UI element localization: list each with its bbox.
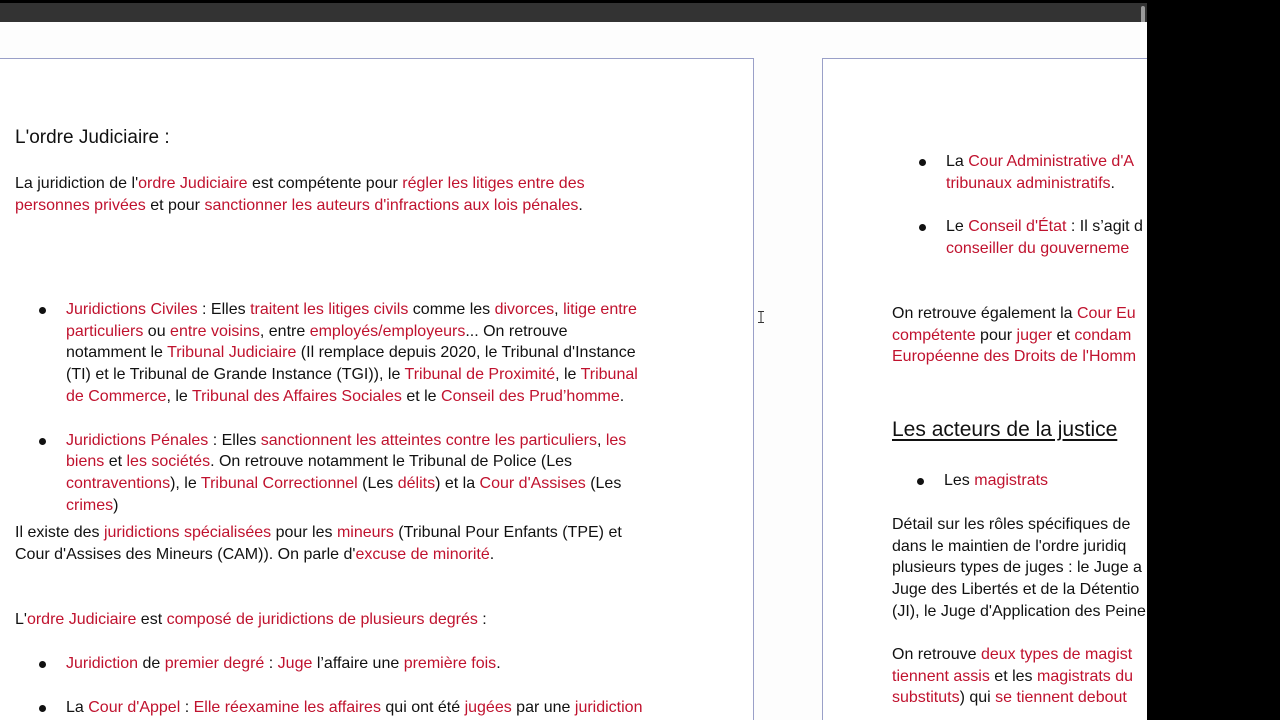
highlighted-term: Tribunal de Proximité xyxy=(404,366,556,384)
text-run: . On retrouve notamment le Tribunal de Police (Les xyxy=(210,453,573,471)
text-run: . xyxy=(578,196,583,214)
highlighted-term: excuse de minorité xyxy=(355,545,490,563)
list-degres xyxy=(39,653,739,718)
text-run: : xyxy=(180,698,194,716)
highlighted-term: se tiennent debout xyxy=(995,689,1127,707)
highlighted-term: Juridiction xyxy=(66,655,139,672)
highlighted-term: Tribunal Correctionnel xyxy=(200,474,358,492)
highlighted-term: ordre Judiciaire xyxy=(26,611,137,628)
document-page-right xyxy=(822,58,1147,720)
highlighted-term: juridictions spécialisées xyxy=(103,524,272,541)
highlighted-term: Cour Administrative d'A xyxy=(968,153,1135,170)
list-item-text xyxy=(66,653,501,675)
text-run: (Tribunal Pour Enfants (TPE) et xyxy=(393,524,622,541)
highlighted-term: personnes privées xyxy=(15,196,146,214)
bullet-icon xyxy=(919,224,926,231)
highlighted-term: de Commerce xyxy=(66,387,167,405)
text-run: Les xyxy=(944,472,975,489)
highlighted-term: juger xyxy=(1016,326,1053,344)
list-acteurs xyxy=(917,470,1147,492)
highlighted-term: employés/employeurs xyxy=(309,322,466,340)
highlighted-term: tiennent assis xyxy=(892,667,990,685)
text-run: l’affaire une xyxy=(312,655,404,672)
text-run: ) xyxy=(113,496,119,514)
highlighted-term: biens xyxy=(66,453,105,471)
text-run: (Il remplace depuis 2020, le Tribunal d'Instance xyxy=(296,344,636,362)
text-run: et xyxy=(104,453,127,471)
text-run: . xyxy=(1110,174,1115,192)
list-item-text xyxy=(946,216,1143,259)
highlighted-term: conseiller du gouverneme xyxy=(946,240,1130,258)
text-run: : xyxy=(264,655,278,672)
text-run: notamment le xyxy=(66,344,168,362)
text-run: qui ont été xyxy=(380,698,465,716)
text-run: , xyxy=(554,301,564,318)
bullet-icon xyxy=(917,478,924,485)
document-workspace xyxy=(0,22,1147,720)
highlighted-term: juridiction xyxy=(574,698,643,716)
text-run: pour xyxy=(975,326,1017,344)
highlighted-term: Conseil des Prud’homme xyxy=(441,387,620,405)
list-item-text xyxy=(944,470,1048,492)
text-run: . xyxy=(496,655,501,672)
highlighted-term: ordre Judiciaire xyxy=(138,175,248,192)
highlighted-term: Elle réexamine les affaires xyxy=(193,698,381,716)
highlighted-term: Européenne des Droits de l'Homm xyxy=(892,348,1137,366)
list-juridictions xyxy=(39,299,739,516)
text-run: On retrouve xyxy=(892,646,981,663)
text-run: et le xyxy=(401,387,442,405)
text-run: et xyxy=(1052,326,1075,344)
highlighted-term: condam xyxy=(1074,326,1132,344)
section-heading-ordre-judiciaire: L'ordre Judiciaire : xyxy=(15,127,170,148)
highlighted-term: magistrats du xyxy=(1036,667,1134,685)
highlighted-term: traitent les litiges civils xyxy=(250,301,409,318)
list-item-conseil-etat xyxy=(919,216,1147,259)
highlighted-term: Tribunal xyxy=(580,366,638,384)
highlighted-term: mineurs xyxy=(336,524,394,541)
bullet-icon xyxy=(39,705,46,712)
text-run: (JI), le Juge d'Application des Peine xyxy=(892,602,1146,620)
highlighted-term: Tribunal Judiciaire xyxy=(167,344,297,362)
highlighted-term: régler les litiges entre des xyxy=(402,175,585,192)
text-run: et pour xyxy=(145,196,205,214)
text-run: plusieurs types de juges : le Juge a xyxy=(892,559,1142,577)
list-item-premier-degre xyxy=(39,653,739,675)
text-run: La juridiction de l' xyxy=(15,175,139,192)
text-run: : Elles xyxy=(208,431,261,449)
paragraph-intro xyxy=(15,173,735,216)
text-run: , entre xyxy=(259,322,310,340)
bullet-icon xyxy=(919,159,926,166)
highlighted-term: Cour d'Appel xyxy=(88,698,181,716)
highlighted-term: tribunaux administratifs xyxy=(946,174,1111,192)
highlighted-term: substituts xyxy=(892,689,960,707)
highlighted-term: Juge xyxy=(277,655,313,672)
highlighted-term: jugées xyxy=(464,698,512,716)
highlighted-term: les sociétés xyxy=(126,453,211,471)
highlighted-term: litige entre xyxy=(563,301,637,318)
list-item-penales xyxy=(39,430,739,517)
text-run: Juge des Libertés et de la Détentio xyxy=(892,581,1140,599)
highlighted-term: Cour d'Assises xyxy=(479,474,586,492)
bullet-icon xyxy=(39,438,46,445)
text-run: . xyxy=(619,387,625,405)
text-run: dans le maintien de l'ordre juridiq xyxy=(892,537,1127,555)
highlighted-term: délits xyxy=(397,474,436,492)
text-run: L' xyxy=(15,611,27,628)
text-run: ou xyxy=(143,322,171,340)
highlighted-term: compétente xyxy=(892,326,976,344)
text-cursor-icon xyxy=(758,311,764,323)
text-run: Cour d'Assises des Mineurs (CAM)). On parle d' xyxy=(15,545,356,563)
paragraph-cedh xyxy=(892,303,1136,368)
text-run: (Les xyxy=(585,474,622,492)
text-run: par une xyxy=(511,698,575,716)
highlighted-term: entre voisins xyxy=(170,322,260,340)
list-item-magistrats xyxy=(917,470,1147,492)
highlighted-term: Juridictions Civiles xyxy=(66,301,198,318)
text-run: ), le xyxy=(170,474,201,492)
text-run: (Les xyxy=(357,474,398,492)
list-item-cour-appel xyxy=(39,697,739,719)
highlighted-term: particuliers xyxy=(66,322,144,340)
text-run: Détail sur les rôles spécifiques de xyxy=(892,516,1131,533)
highlighted-term: première fois xyxy=(403,655,497,672)
list-item-text xyxy=(66,697,642,719)
highlighted-term: les xyxy=(605,431,627,449)
highlighted-term: premier degré xyxy=(164,655,265,672)
text-run: ) qui xyxy=(959,689,996,707)
paragraph-detail-juges xyxy=(892,514,1146,623)
bullet-icon xyxy=(39,307,46,314)
highlighted-term: magistrats xyxy=(974,472,1049,489)
list-item-text xyxy=(946,151,1134,194)
highlighted-term: Conseil d'État xyxy=(968,218,1067,236)
text-run: ... On retrouve xyxy=(465,322,568,340)
text-run: , xyxy=(596,431,606,449)
list-item-text xyxy=(66,299,638,408)
section-heading-acteurs: Les acteurs de la justice xyxy=(892,418,1118,441)
text-run: La xyxy=(66,698,89,716)
paragraph-deux-types xyxy=(892,644,1133,709)
text-run: . xyxy=(489,545,495,563)
text-run: : xyxy=(477,611,487,628)
text-run: pour les xyxy=(271,524,337,541)
text-run: de xyxy=(138,655,165,672)
document-page-left xyxy=(0,58,754,720)
text-run: (TI) et le Tribunal de Grande Instance (TGI)), le xyxy=(66,366,405,384)
text-run: La xyxy=(946,153,969,170)
screen-black-region xyxy=(1147,0,1280,720)
viewer-top-bar xyxy=(0,0,1147,22)
highlighted-term: Juridictions Pénales xyxy=(66,431,209,449)
highlighted-term: sanctionner les auteurs d'infractions aux lois pénales xyxy=(204,196,579,214)
highlighted-term: crimes xyxy=(66,496,114,514)
paragraph-degres xyxy=(15,609,735,631)
list-item-text xyxy=(66,430,626,517)
highlighted-term: divorces xyxy=(494,301,555,318)
highlighted-term: sanctionnent les atteintes contre les particuliers xyxy=(260,431,597,449)
list-admin xyxy=(919,151,1147,260)
list-item-civiles xyxy=(39,299,739,408)
text-run: : Il s’agit d xyxy=(1066,218,1143,236)
highlighted-term: Cour Eu xyxy=(1077,305,1136,322)
text-run: est compétente pour xyxy=(247,175,403,192)
highlighted-term: deux types de magist xyxy=(980,646,1133,663)
text-run: Il existe des xyxy=(15,524,104,541)
text-run: ) et la xyxy=(435,474,480,492)
text-run: : Elles xyxy=(197,301,251,318)
text-run: , le xyxy=(166,387,192,405)
text-run: et les xyxy=(989,667,1037,685)
highlighted-term: composé de juridictions de plusieurs degrés xyxy=(166,611,478,628)
highlighted-term: Tribunal des Affaires Sociales xyxy=(191,387,402,405)
highlighted-term: contraventions xyxy=(66,474,171,492)
paragraph-mineurs xyxy=(15,522,735,565)
text-run: On retrouve également la xyxy=(892,305,1077,322)
list-item-cour-administrative xyxy=(919,151,1147,194)
text-run: , le xyxy=(555,366,581,384)
text-run: comme les xyxy=(408,301,495,318)
bullet-icon xyxy=(39,661,46,668)
text-run: Le xyxy=(946,218,969,236)
text-run: est xyxy=(136,611,167,628)
